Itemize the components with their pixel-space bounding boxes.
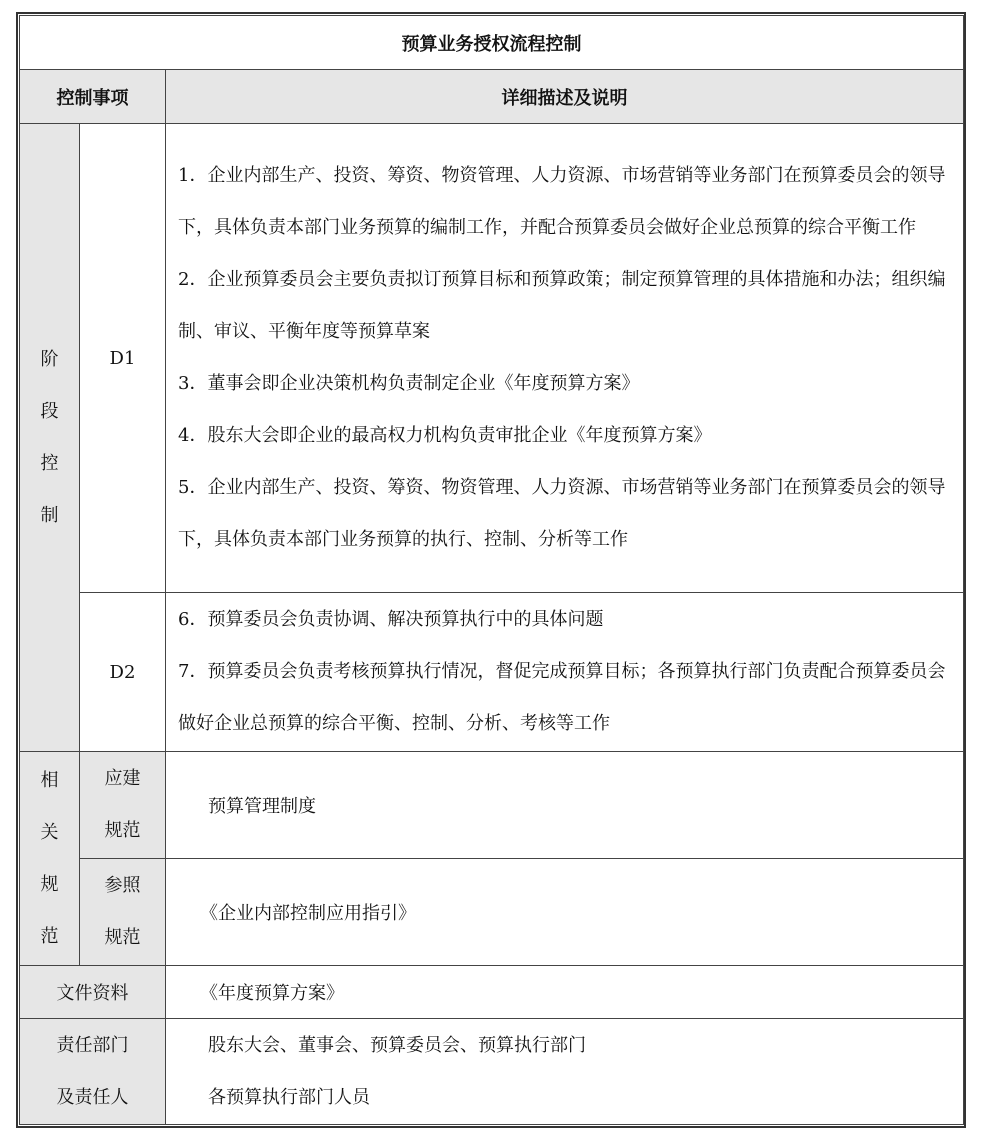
d1-item: 2．企业预算委员会主要负责拟订预算目标和预算政策；制定预算管理的具体措施和办法；组织编制、审议、平衡年度等预算草案 xyxy=(178,269,946,342)
reference-norms-value: 《企业内部控制应用指引》 xyxy=(166,859,964,966)
d2-item: 7．预算委员会负责考核预算执行情况，督促完成预算目标；各预算执行部门负责配合预算委员会做好企业总预算的综合平衡、控制、分析、考核等工作 xyxy=(178,661,946,734)
should-build-norms-value: 预算管理制度 xyxy=(166,752,964,859)
d2-item: 6．预算委员会负责协调、解决预算执行中的具体问题 xyxy=(178,609,604,630)
d2-description xyxy=(166,593,964,752)
d1-item: 4．股东大会即企业的最高权力机构负责审批企业《年度预算方案》 xyxy=(178,425,712,446)
d1-item: 1．企业内部生产、投资、筹资、物资管理、人力资源、市场营销等业务部门在预算委员会的领导下，具体负责本部门业务预算的编制工作，并配合预算委员会做好企业总预算的综合平衡工作 xyxy=(178,165,946,238)
header-description: 详细描述及说明 xyxy=(166,70,964,124)
responsible-persons: 各预算执行部门人员 xyxy=(208,1086,370,1108)
documents-label: 文件资料 xyxy=(20,966,166,1019)
d1-item: 3．董事会即企业决策机构负责制定企业《年度预算方案》 xyxy=(178,373,640,394)
documents-value: 《年度预算方案》 xyxy=(166,966,964,1019)
control-table xyxy=(19,15,964,1125)
stage-control-label: 阶 段 控 制 xyxy=(20,124,80,752)
header-control-items: 控制事项 xyxy=(20,70,166,124)
responsibility-value xyxy=(166,1019,964,1125)
table-title: 预算业务授权流程控制 xyxy=(20,16,964,70)
should-build-norms-label: 应建 规范 xyxy=(80,752,166,859)
responsible-departments: 股东大会、董事会、预算委员会、预算执行部门 xyxy=(208,1034,586,1056)
reference-norms-label: 参照 规范 xyxy=(80,859,166,966)
d1-code: D1 xyxy=(80,124,166,593)
d1-item: 5．企业内部生产、投资、筹资、物资管理、人力资源、市场营销等业务部门在预算委员会的领导下，具体负责本部门业务预算的执行、控制、分析等工作 xyxy=(178,477,946,550)
d2-code: D2 xyxy=(80,593,166,752)
related-norms-label: 相 关 规 范 xyxy=(20,752,80,966)
responsibility-label: 责任部门 及责任人 xyxy=(20,1019,166,1125)
d1-description xyxy=(166,124,964,593)
